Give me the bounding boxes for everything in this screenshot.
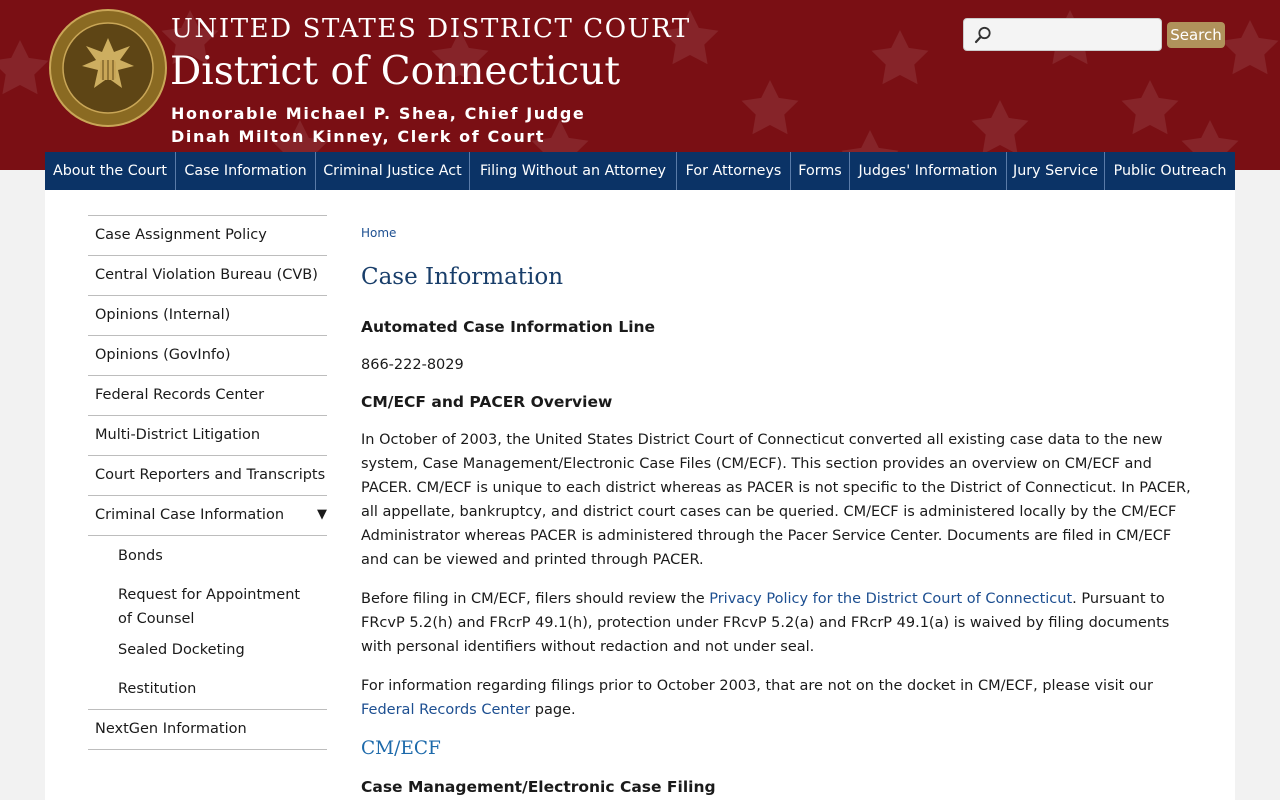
sidebar-subitem-label: Restitution bbox=[118, 681, 197, 697]
search-button[interactable]: Search bbox=[1167, 22, 1225, 48]
cmecf-subheading: Case Management/Electronic Case Filing bbox=[361, 778, 716, 796]
magnifier-icon bbox=[974, 26, 992, 44]
sidebar-item-opinions-govinfo[interactable] bbox=[88, 336, 327, 376]
privacy-text-pre: Before filing in CM/ECF, filers should review the bbox=[361, 591, 710, 607]
sidebar-item-opinions-internal[interactable] bbox=[88, 296, 327, 336]
main-navigation bbox=[45, 152, 1235, 190]
search-box bbox=[963, 18, 1162, 51]
sidebar-subitem-sealed-docketing[interactable] bbox=[88, 638, 327, 677]
sidebar-item-label: Central Violation Bureau (CVB) bbox=[95, 267, 318, 283]
sidebar-subitem-label: Request for Appointment of Counsel bbox=[118, 587, 301, 627]
nav-forms[interactable]: Forms bbox=[791, 152, 850, 190]
nav-jury-service[interactable]: Jury Service bbox=[1007, 152, 1105, 190]
sidebar-menu bbox=[88, 215, 327, 750]
sidebar-item-label: Multi-District Litigation bbox=[95, 427, 261, 443]
nav-case-information[interactable]: Case Information bbox=[176, 152, 316, 190]
breadcrumb-home[interactable]: Home bbox=[361, 226, 397, 240]
privacy-text-post: . Pursuant to FRcvP 5.2(h) and FRcrP 49.1(h), protection under FRcvP 5.2(a) and FRcrP 49.1(a) is waived by filing documents with personal identifiers without redaction and not under seal. bbox=[361, 591, 1170, 655]
records-text-pre: For information regarding filings prior to October 2003, that are not on the docket in CM/ECF, please visit our bbox=[361, 678, 1153, 694]
sidebar-item-label: Criminal Case Information bbox=[95, 507, 285, 523]
section-heading-cmecf-pacer: CM/ECF and PACER Overview bbox=[361, 393, 613, 411]
cmecf-heading[interactable]: CM/ECF bbox=[361, 738, 441, 759]
sidebar-item-label: NextGen Information bbox=[95, 721, 247, 737]
site-header bbox=[0, 0, 1280, 170]
triangle-down-icon[interactable]: ▼ bbox=[317, 507, 327, 522]
sidebar-item-case-assignment-policy[interactable] bbox=[88, 216, 327, 256]
sidebar-item-multi-district-litigation[interactable] bbox=[88, 416, 327, 456]
sidebar-subitem-restitution[interactable] bbox=[88, 677, 327, 701]
federal-records-center-link[interactable]: Federal Records Center bbox=[361, 702, 531, 718]
nav-filing-without-attorney[interactable]: Filing Without an Attorney bbox=[470, 152, 677, 190]
privacy-paragraph bbox=[361, 587, 1196, 659]
phone-number: 866-222-8029 bbox=[361, 357, 464, 373]
sidebar-subitem-request-for-appointment[interactable] bbox=[88, 583, 318, 638]
nav-judges-information[interactable]: Judges' Information bbox=[850, 152, 1007, 190]
sidebar-subitem-label: Sealed Docketing bbox=[118, 642, 245, 658]
sidebar-item-label: Case Assignment Policy bbox=[95, 227, 267, 243]
court-name: UNITED STATES DISTRICT COURT bbox=[171, 14, 691, 44]
sidebar-item-federal-records-center[interactable] bbox=[88, 376, 327, 416]
sidebar-subitem-label: Bonds bbox=[118, 548, 163, 564]
sidebar-item-cvb[interactable] bbox=[88, 256, 327, 296]
nav-criminal-justice-act[interactable]: Criminal Justice Act bbox=[316, 152, 470, 190]
sidebar-item-label: Federal Records Center bbox=[95, 387, 265, 403]
clerk-of-court: Dinah Milton Kinney, Clerk of Court bbox=[171, 127, 546, 146]
sidebar-item-nextgen-information[interactable] bbox=[88, 709, 327, 750]
sidebar-item-court-reporters[interactable] bbox=[88, 456, 327, 496]
district-name[interactable]: District of Connecticut bbox=[170, 49, 621, 94]
sidebar-item-label: Opinions (Internal) bbox=[95, 307, 231, 323]
nav-for-attorneys[interactable]: For Attorneys bbox=[677, 152, 791, 190]
records-paragraph bbox=[361, 674, 1196, 722]
privacy-policy-link[interactable]: Privacy Policy for the District Court of Connecticut bbox=[709, 591, 1073, 607]
section-heading-info-line: Automated Case Information Line bbox=[361, 318, 656, 336]
records-text-post: page. bbox=[530, 702, 576, 718]
search-input[interactable] bbox=[996, 23, 1160, 48]
nav-about-the-court[interactable]: About the Court bbox=[45, 152, 176, 190]
sidebar-subitems bbox=[88, 536, 327, 709]
chief-judge: Honorable Michael P. Shea, Chief Judge bbox=[171, 104, 586, 123]
sidebar-item-label: Court Reporters and Transcripts bbox=[95, 467, 326, 483]
sidebar-item-label: Opinions (GovInfo) bbox=[95, 347, 231, 363]
nav-public-outreach[interactable]: Public Outreach bbox=[1113, 163, 1227, 179]
sidebar-subitem-bonds[interactable] bbox=[88, 544, 327, 583]
overview-paragraph: In October of 2003, the United States District Court of Connecticut converted all existing case data to the new system, Case Management/Electronic Case Files (CM/ECF). This section provides an overview on CM/ECF and PACER. CM/ECF is unique to each district whereas as PACER is not specific to the District of Connecticut. In PACER, all appellate, bankruptcy, and district court cases can be queried. CM/ECF is administered locally by the CM/ECF Administrator whereas PACER is administered through the Pacer Service Center. Documents are filed in CM/ECF and can be viewed and printed through PACER. bbox=[361, 432, 1191, 568]
page-title: Case Information bbox=[361, 264, 564, 290]
sidebar-item-criminal-case-information[interactable] bbox=[88, 496, 327, 536]
court-seal-logo bbox=[48, 8, 168, 128]
